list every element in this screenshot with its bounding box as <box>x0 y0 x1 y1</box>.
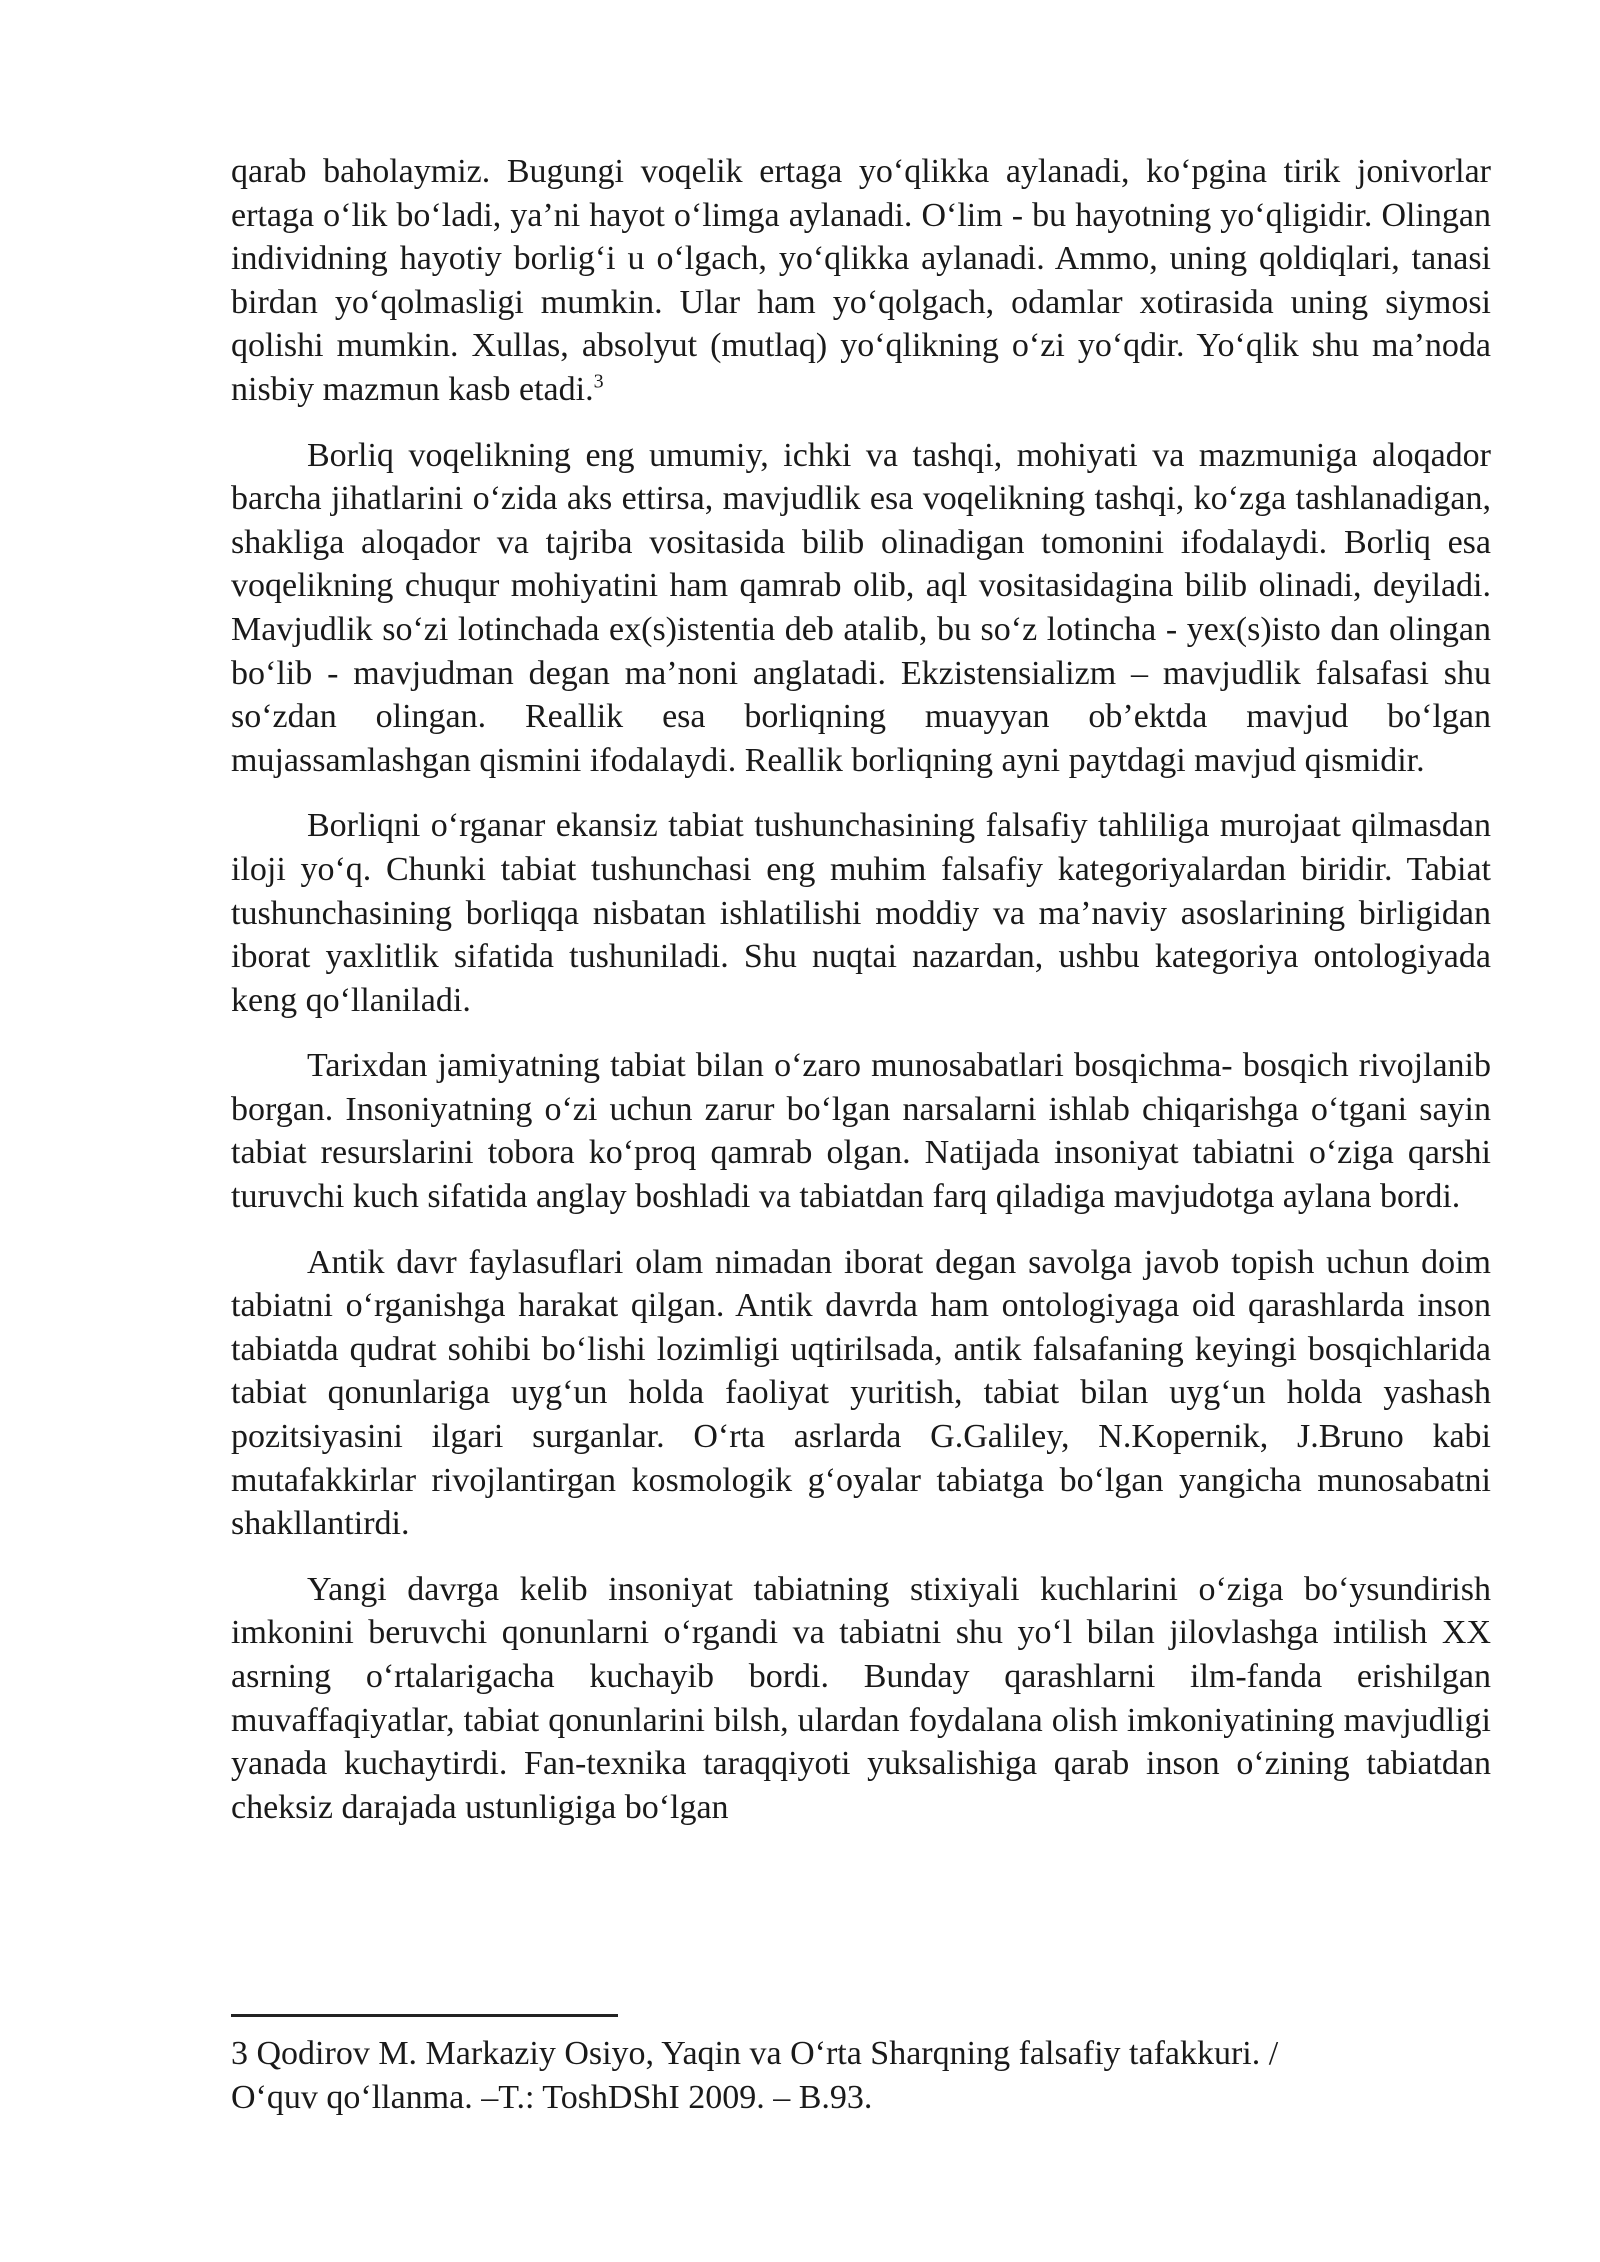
page-body <box>231 150 1491 1851</box>
footnote-line-1: 3 Qodirov M. Markaziy Osiyo, Yaqin va O‘rta Sharqning falsafiy tafakkuri. / <box>231 2035 1279 2072</box>
paragraph-1-text: qarab baholaymiz. Bugungi voqelik ertaga yo‘qlikka aylanadi, ko‘pgina tirik jonivorlar ertaga o‘lik bo‘ladi, ya’ni hayot o‘limga aylanadi. O‘lim - bu hayotning yo‘qligidir. Olingan individning hayotiy borlig‘i u o‘lgach, yo‘qlikka aylanadi. Ammo, uning qoldiqlari, tanasi birdan yo‘qolmasligi mumkin. Ular ham yo‘qolgach, odamlar xotirasida uning siymosi qolishi mumkin. Xullas, absolyut (mutlaq) yo‘qlikning o‘zi yo‘qdir. Yo‘qlik shu ma’noda nisbiy mazmun kasb etadi. <box>231 153 1491 408</box>
paragraph-3: Borliqni o‘rganar ekansiz tabiat tushunchasining falsafiy tahliliga murojaat qilmasdan iloji yo‘q. Chunki tabiat tushunchasi eng muhim falsafiy kategoriyalardan biridir. Tabiat tushunchasining borliqqa nisbatan ishlatilishi moddiy va ma’naviy asoslarining birligidan iborat yaxlitlik sifatida tushuniladi. Shu nuqtai nazardan, ushbu kategoriya ontologiyada keng qo‘llaniladi. <box>231 807 1491 1019</box>
footnote-line-2: O‘quv qo‘llanma. –T.: ToshDShI 2009. – B.93. <box>231 2079 873 2116</box>
footnote <box>231 2032 1491 2120</box>
paragraph-1 <box>231 150 1491 412</box>
footnote-separator <box>231 2014 618 2017</box>
paragraph-5: Antik davr faylasuflari olam nimadan iborat degan savolga javob topish uchun doim tabiatni o‘rganishga harakat qilgan. Antik davrda ham ontologiyaga oid qarashlarda inson tabiatda qudrat sohibi bo‘lishi lozimligi uqtirilsada, antik falsafaning keyingi bosqichlarida tabiat qonunlariga uyg‘un holda faoliyat yuritish, tabiat bilan uyg‘un holda yashash pozitsiyasini ilgari surganlar. O‘rta asrlarda G.Galiley, N.Kopernik, J.Bruno kabi mutafakkirlar rivojlantirgan kosmologik g‘oyalar tabiatga bo‘lgan yangicha munosabatni shakllantirdi. <box>231 1243 1491 1543</box>
paragraph-2: Borliq voqelikning eng umumiy, ichki va tashqi, mohiyati va mazmuniga aloqador barcha jihatlarini o‘zida aks ettirsa, mavjudlik esa voqelikning tashqi, ko‘zga tashlanadigan, shakliga aloqador va tajriba vositasida bilib olinadigan tomonini ifodalaydi. Borliq esa voqelikning chuqur mohiyatini ham qamrab olib, aql vositasidagina bilib olinadi, deyiladi. Mavjudlik so‘zi lotinchada ex(s)istentia deb atalib, bu so‘z lotincha - yex(s)isto dan olingan bo‘lib - mavjudman degan ma’noni anglatadi. Ekzistensializm – mavjudlik falsafasi shu so‘zdan olingan. Reallik esa borliqning muayyan ob’ektda mavjud bo‘lgan mujassamlashgan qismini ifodalaydi. Reallik borliqning ayni paytdagi mavjud qismidir. <box>231 436 1491 779</box>
paragraph-6: Yangi davrga kelib insoniyat tabiatning stixiyali kuchlarini o‘ziga bo‘ysundirish imkonini beruvchi qonunlarni o‘rgandi va tabiatni shu yo‘l bilan jilovlashga intilish XX asrning o‘rtalarigacha kuchayib bordi. Bunday qarashlarni ilm-fanda erishilgan muvaffaqiyatlar, tabiat qonunlarini bilsh, ulardan foydalana olish imkoniyatining mavjudligi yanada kuchaytirdi. Fan-texnika taraqqiyoti yuksalishiga qarab inson o‘zining tabiatdan cheksiz darajada ustunligiga bo‘lgan <box>231 1570 1491 1826</box>
paragraph-4: Tarixdan jamiyatning tabiat bilan o‘zaro munosabatlari bosqichma- bosqich rivojlanib borgan. Insoniyatning o‘zi uchun zarur bo‘lgan narsalarni ishlab chiqarishga o‘tgani sayin tabiat resurslarini tobora ko‘proq qamrab olgan. Natijada insoniyat tabiatni o‘ziga qarshi turuvchi kuch sifatida anglay boshladi va tabiatdan farq qiladiga mavjudotga aylana bordi. <box>231 1047 1491 1216</box>
footnote-reference[interactable]: 3 <box>593 370 604 393</box>
